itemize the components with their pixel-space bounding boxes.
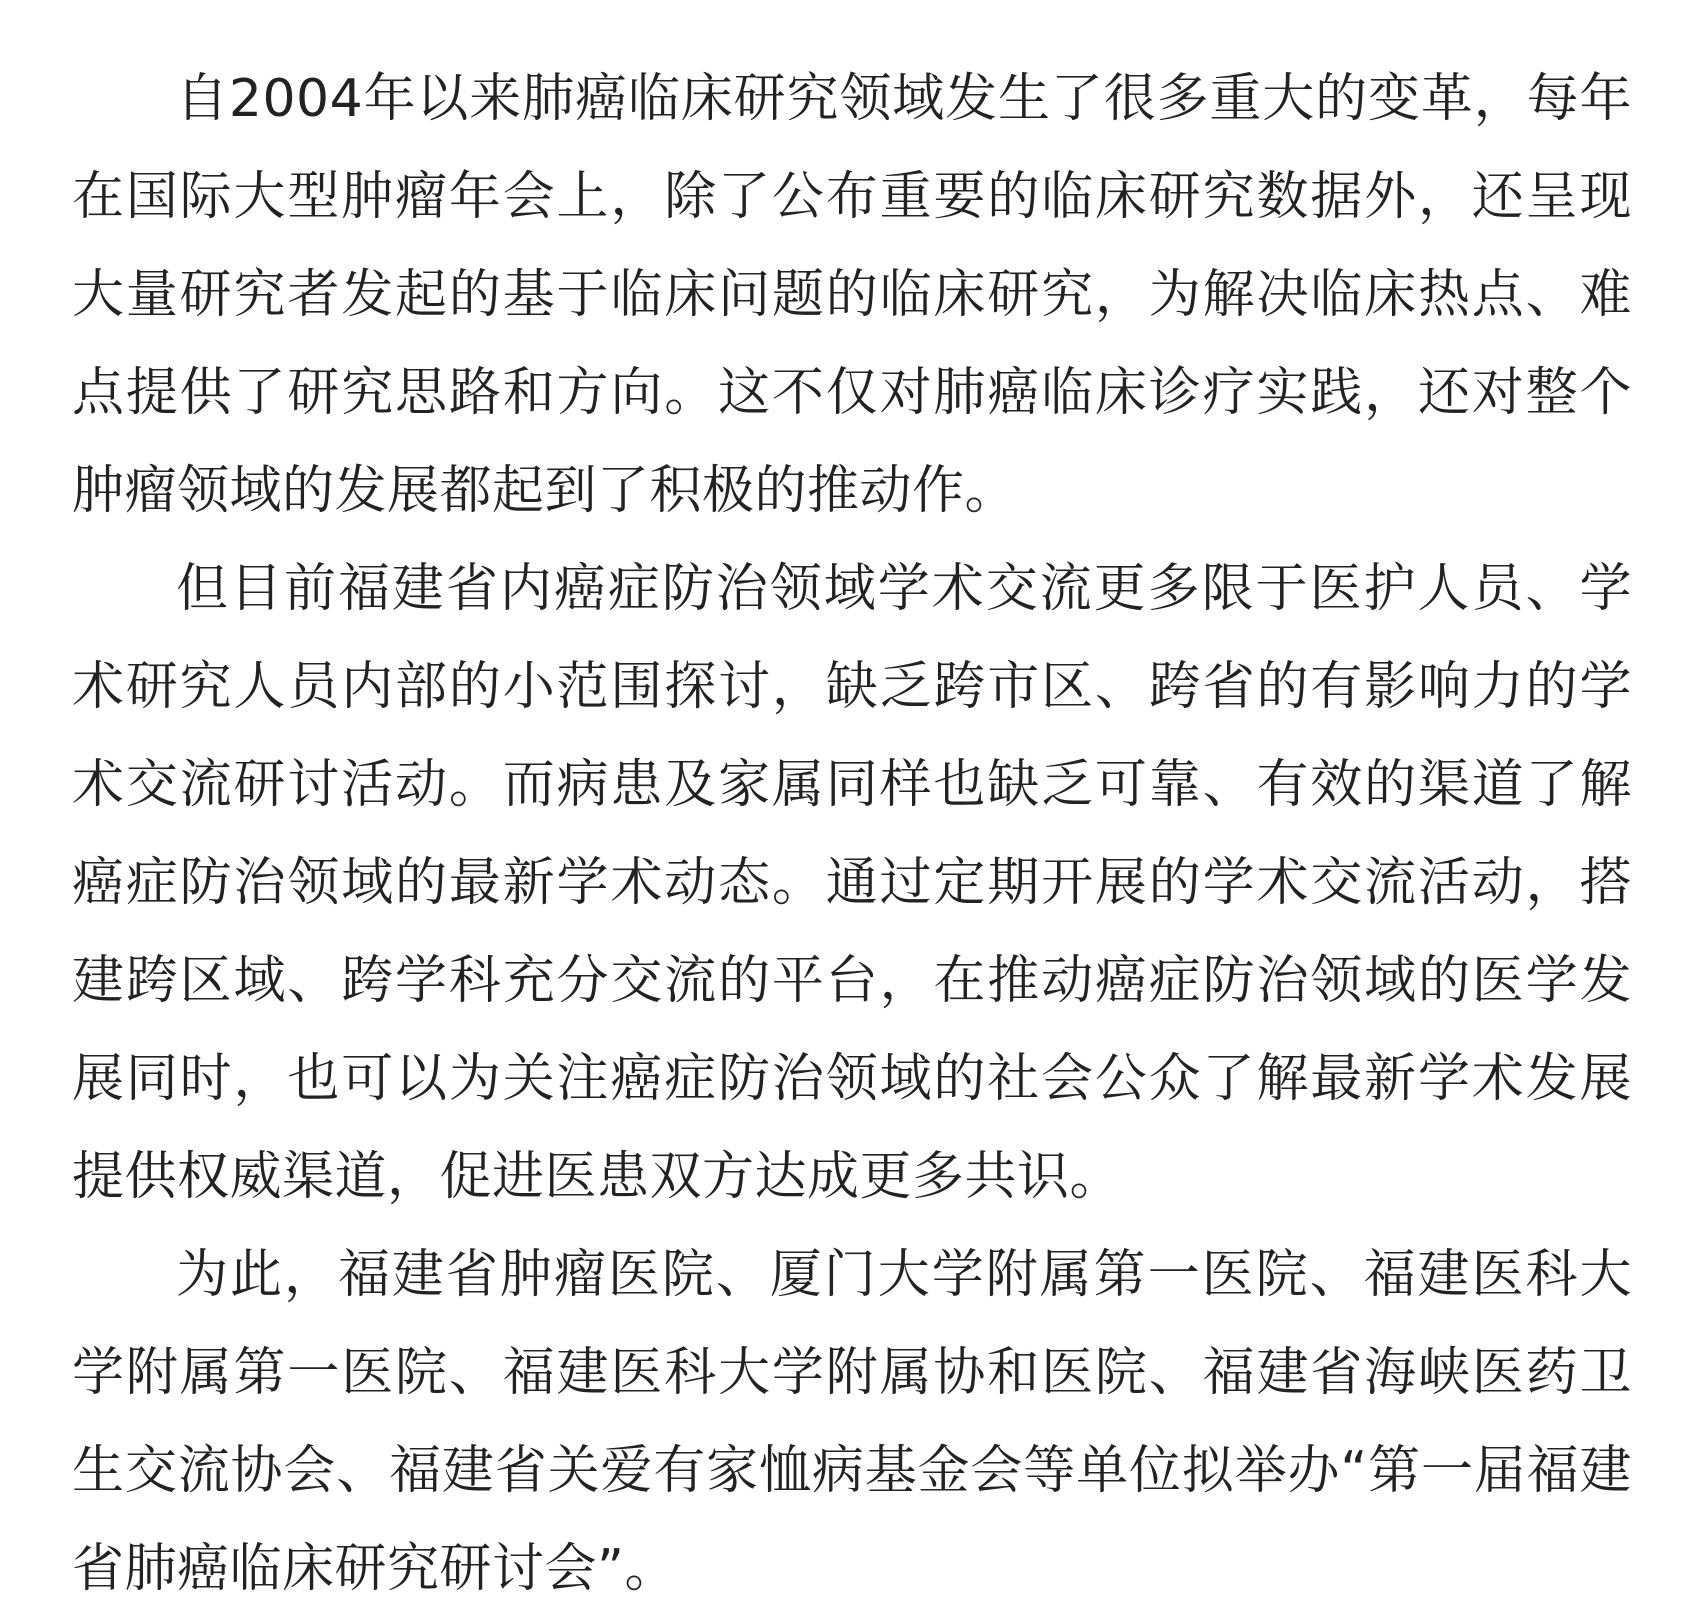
article-body	[72, 50, 1632, 1618]
paragraph-2: 但目前福建省内癌症防治领域学术交流更多限于医护人员、学术研究人员内部的小范围探讨，缺乏跨市区、跨省的有影响力的学术交流研讨活动。而病患及家属同样也缺乏可靠、有效的渠道了解癌症防治领域的最新学术动态。通过定期开展的学术交流活动，搭建跨区域、跨学科充分交流的平台，在推动癌症防治领域的医学发展同时，也可以为关注癌症防治领域的社会公众了解最新学术发展提供权威渠道，促进医患双方达成更多共识。	[72, 559, 1632, 1207]
paragraph-1: 自2004年以来肺癌临床研究领域发生了很多重大的变革，每年在国际大型肿瘤年会上，除了公布重要的临床研究数据外，还呈现大量研究者发起的基于临床问题的临床研究，为解决临床热点、难点提供了研究思路和方向。这不仅对肺癌临床诊疗实践，还对整个肿瘤领域的发展都起到了积极的推动作。	[72, 69, 1632, 521]
paragraph-3: 为此，福建省肿瘤医院、厦门大学附属第一医院、福建医科大学附属第一医院、福建医科大学附属协和医院、福建省海峡医药卫生交流协会、福建省关爱有家恤病基金会等单位拟举办“第一届福建省肺癌临床研究研讨会”。	[72, 1245, 1632, 1599]
